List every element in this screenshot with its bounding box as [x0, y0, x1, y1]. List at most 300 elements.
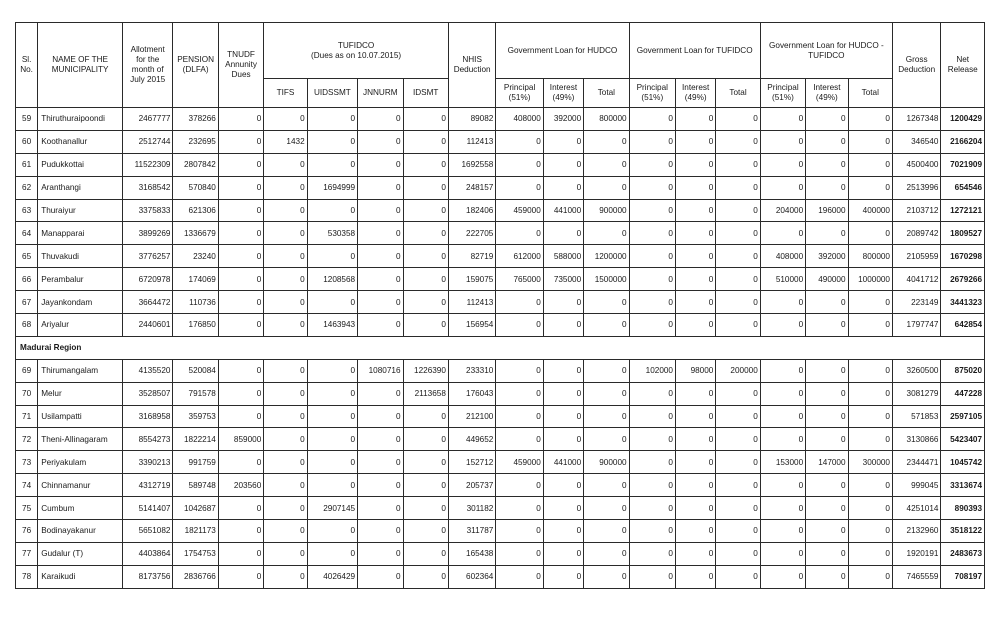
gross-deduction-cell: 571853 — [892, 405, 940, 428]
jnnurm-cell: 0 — [358, 405, 403, 428]
tufidco-principal-cell: 0 — [629, 542, 675, 565]
tufidco-interest-cell: 0 — [675, 405, 715, 428]
allotment-cell: 5651082 — [122, 520, 172, 543]
uidssmt-cell: 0 — [307, 153, 357, 176]
idsmt-cell: 0 — [403, 474, 448, 497]
hudco-principal-cell: 0 — [496, 382, 543, 405]
header-tufidco — [264, 23, 449, 79]
hudco-tufidco-total-cell: 0 — [848, 108, 892, 131]
tnudf-cell: 0 — [218, 245, 263, 268]
hudco-tufidco-total-cell: 400000 — [848, 199, 892, 222]
tnudf-cell: 0 — [218, 520, 263, 543]
tufidco-interest-cell: 98000 — [675, 359, 715, 382]
allotment-cell: 2440601 — [122, 314, 172, 337]
municipality-name-cell: Aranthangi — [38, 176, 123, 199]
gross-deduction-cell: 2513996 — [892, 176, 940, 199]
header-uidssmt: UIDSSMT — [307, 79, 357, 108]
gross-deduction-cell: 3260500 — [892, 359, 940, 382]
hudco-tufidco-principal-cell: 0 — [760, 405, 805, 428]
hudco-tufidco-total-cell: 300000 — [848, 451, 892, 474]
hudco-principal-cell: 408000 — [496, 108, 543, 131]
hudco-tufidco-principal-cell: 0 — [760, 108, 805, 131]
sl-no-cell: 77 — [16, 542, 38, 565]
sl-no-cell: 65 — [16, 245, 38, 268]
header-gl-hudco: Government Loan for HUDCO — [496, 23, 629, 79]
tufidco-total-cell: 0 — [716, 130, 760, 153]
header-pension: PENSION (DLFA) — [173, 23, 218, 108]
tufidco-principal-cell: 0 — [629, 268, 675, 291]
allotment-cell: 3168542 — [122, 176, 172, 199]
hudco-principal-cell: 0 — [496, 565, 543, 588]
hudco-tufidco-principal-cell: 510000 — [760, 268, 805, 291]
nhis-cell: 311787 — [448, 520, 495, 543]
uidssmt-cell: 0 — [307, 382, 357, 405]
table-row — [16, 130, 985, 153]
pension-cell: 2807842 — [173, 153, 218, 176]
allotment-cell: 3375833 — [122, 199, 172, 222]
uidssmt-cell: 0 — [307, 428, 357, 451]
gross-deduction-cell: 4251014 — [892, 497, 940, 520]
hudco-tufidco-interest-cell: 0 — [806, 108, 848, 131]
nhis-cell: 449652 — [448, 428, 495, 451]
allotment-cell: 2512744 — [122, 130, 172, 153]
tnudf-cell: 203560 — [218, 474, 263, 497]
nhis-cell: 82719 — [448, 245, 495, 268]
table-body — [16, 108, 985, 589]
header-tufidco-principal: Principal (51%) — [629, 79, 675, 108]
header-hudco-interest: Interest (49%) — [543, 79, 583, 108]
jnnurm-cell: 0 — [358, 153, 403, 176]
sl-no-cell: 78 — [16, 565, 38, 588]
nhis-cell: 233310 — [448, 359, 495, 382]
municipality-name-cell: Perambalur — [38, 268, 123, 291]
uidssmt-cell: 4026429 — [307, 565, 357, 588]
idsmt-cell: 0 — [403, 199, 448, 222]
hudco-principal-cell: 459000 — [496, 199, 543, 222]
table-row — [16, 520, 985, 543]
uidssmt-cell: 0 — [307, 474, 357, 497]
tufidco-principal-cell: 0 — [629, 428, 675, 451]
table-row — [16, 474, 985, 497]
hudco-tufidco-interest-cell: 392000 — [806, 245, 848, 268]
jnnurm-cell: 0 — [358, 314, 403, 337]
sl-no-cell: 61 — [16, 153, 38, 176]
pension-cell: 174069 — [173, 268, 218, 291]
hudco-principal-cell: 612000 — [496, 245, 543, 268]
tufidco-total-cell: 0 — [716, 199, 760, 222]
net-release-cell: 5423407 — [941, 428, 985, 451]
tufidco-total-cell: 0 — [716, 153, 760, 176]
idsmt-cell: 0 — [403, 222, 448, 245]
municipality-name-cell: Pudukkottai — [38, 153, 123, 176]
nhis-cell: 159075 — [448, 268, 495, 291]
uidssmt-cell: 0 — [307, 108, 357, 131]
hudco-tufidco-principal-cell: 0 — [760, 314, 805, 337]
header-tifs: TIFS — [264, 79, 307, 108]
tnudf-cell: 0 — [218, 565, 263, 588]
sl-no-cell: 72 — [16, 428, 38, 451]
hudco-total-cell: 0 — [584, 405, 629, 428]
hudco-tufidco-interest-cell: 0 — [806, 497, 848, 520]
tufidco-interest-cell: 0 — [675, 565, 715, 588]
hudco-interest-cell: 0 — [543, 359, 583, 382]
hudco-principal-cell: 0 — [496, 497, 543, 520]
municipality-name-cell: Gudalur (T) — [38, 542, 123, 565]
sl-no-cell: 69 — [16, 359, 38, 382]
tufidco-principal-cell: 0 — [629, 474, 675, 497]
hudco-tufidco-interest-cell: 196000 — [806, 199, 848, 222]
hudco-interest-cell: 0 — [543, 405, 583, 428]
header-hudco-total: Total — [584, 79, 629, 108]
hudco-interest-cell: 392000 — [543, 108, 583, 131]
tufidco-interest-cell: 0 — [675, 245, 715, 268]
nhis-cell: 212100 — [448, 405, 495, 428]
hudco-tufidco-principal-cell: 0 — [760, 474, 805, 497]
gross-deduction-cell: 1267348 — [892, 108, 940, 131]
municipality-name-cell: Ariyalur — [38, 314, 123, 337]
uidssmt-cell: 0 — [307, 405, 357, 428]
tufidco-interest-cell: 0 — [675, 382, 715, 405]
gross-deduction-cell: 7465559 — [892, 565, 940, 588]
uidssmt-cell: 0 — [307, 291, 357, 314]
municipality-deduction-table — [15, 22, 985, 589]
tnudf-cell: 0 — [218, 199, 263, 222]
tufidco-total-cell: 0 — [716, 451, 760, 474]
nhis-cell: 301182 — [448, 497, 495, 520]
gross-deduction-cell: 2105959 — [892, 245, 940, 268]
nhis-cell: 176043 — [448, 382, 495, 405]
hudco-interest-cell: 0 — [543, 382, 583, 405]
tufidco-total-cell: 0 — [716, 565, 760, 588]
header-tnudf: TNUDF Annunity Dues — [218, 23, 263, 108]
tnudf-cell: 0 — [218, 291, 263, 314]
jnnurm-cell: 0 — [358, 176, 403, 199]
hudco-interest-cell: 0 — [543, 542, 583, 565]
net-release-cell: 3313674 — [941, 474, 985, 497]
tufidco-interest-cell: 0 — [675, 428, 715, 451]
hudco-tufidco-total-cell: 0 — [848, 176, 892, 199]
hudco-tufidco-principal-cell: 0 — [760, 428, 805, 451]
municipality-name-cell: Jayankondam — [38, 291, 123, 314]
uidssmt-cell: 0 — [307, 520, 357, 543]
hudco-total-cell: 0 — [584, 359, 629, 382]
header-gl-tufidco: Government Loan for TUFIDCO — [629, 23, 760, 79]
hudco-tufidco-total-cell: 0 — [848, 542, 892, 565]
tufidco-interest-cell: 0 — [675, 497, 715, 520]
tufidco-principal-cell: 0 — [629, 565, 675, 588]
tufidco-principal-cell: 0 — [629, 451, 675, 474]
pension-cell: 1822214 — [173, 428, 218, 451]
idsmt-cell: 0 — [403, 405, 448, 428]
pension-cell: 176850 — [173, 314, 218, 337]
table-row — [16, 428, 985, 451]
tufidco-principal-cell: 0 — [629, 291, 675, 314]
tufidco-principal-cell: 0 — [629, 245, 675, 268]
tufidco-interest-cell: 0 — [675, 451, 715, 474]
tufidco-principal-cell: 102000 — [629, 359, 675, 382]
uidssmt-cell: 0 — [307, 245, 357, 268]
pension-cell: 791578 — [173, 382, 218, 405]
sl-no-cell: 60 — [16, 130, 38, 153]
tifs-cell: 0 — [264, 222, 307, 245]
uidssmt-cell: 2907145 — [307, 497, 357, 520]
tufidco-principal-cell: 0 — [629, 130, 675, 153]
allotment-cell: 4403864 — [122, 542, 172, 565]
tufidco-total-cell: 0 — [716, 268, 760, 291]
tifs-cell: 0 — [264, 542, 307, 565]
net-release-cell: 708197 — [941, 565, 985, 588]
hudco-total-cell: 1500000 — [584, 268, 629, 291]
sl-no-cell: 76 — [16, 520, 38, 543]
hudco-principal-cell: 459000 — [496, 451, 543, 474]
tufidco-interest-cell: 0 — [675, 474, 715, 497]
jnnurm-cell: 0 — [358, 451, 403, 474]
idsmt-cell: 0 — [403, 130, 448, 153]
hudco-tufidco-principal-cell: 0 — [760, 497, 805, 520]
jnnurm-cell: 0 — [358, 497, 403, 520]
table-row — [16, 222, 985, 245]
pension-cell: 991759 — [173, 451, 218, 474]
idsmt-cell: 0 — [403, 314, 448, 337]
pension-cell: 378266 — [173, 108, 218, 131]
hudco-interest-cell: 0 — [543, 222, 583, 245]
hudco-principal-cell: 0 — [496, 153, 543, 176]
table-row — [16, 314, 985, 337]
tufidco-total-cell: 0 — [716, 474, 760, 497]
region-row — [16, 336, 985, 359]
tufidco-principal-cell: 0 — [629, 520, 675, 543]
tifs-cell: 0 — [264, 108, 307, 131]
hudco-total-cell: 0 — [584, 176, 629, 199]
jnnurm-cell: 0 — [358, 520, 403, 543]
jnnurm-cell: 0 — [358, 222, 403, 245]
hudco-principal-cell: 0 — [496, 405, 543, 428]
nhis-cell: 248157 — [448, 176, 495, 199]
tufidco-interest-cell: 0 — [675, 108, 715, 131]
allotment-cell: 3528507 — [122, 382, 172, 405]
hudco-tufidco-principal-cell: 0 — [760, 359, 805, 382]
hudco-total-cell: 1200000 — [584, 245, 629, 268]
sl-no-cell: 68 — [16, 314, 38, 337]
uidssmt-cell: 530358 — [307, 222, 357, 245]
table-row — [16, 497, 985, 520]
hudco-principal-cell: 0 — [496, 130, 543, 153]
net-release-cell: 447228 — [941, 382, 985, 405]
net-release-cell: 2483673 — [941, 542, 985, 565]
tnudf-cell: 0 — [218, 451, 263, 474]
hudco-interest-cell: 588000 — [543, 245, 583, 268]
hudco-tufidco-interest-cell: 0 — [806, 153, 848, 176]
tufidco-interest-cell: 0 — [675, 520, 715, 543]
tifs-cell: 0 — [264, 451, 307, 474]
header-gross: Gross Deduction — [892, 23, 940, 108]
hudco-interest-cell: 0 — [543, 130, 583, 153]
hudco-tufidco-principal-cell: 0 — [760, 520, 805, 543]
jnnurm-cell: 0 — [358, 382, 403, 405]
municipality-name-cell: Cumbum — [38, 497, 123, 520]
header-tufidco-title: TUFIDCO — [337, 40, 375, 50]
table-row — [16, 153, 985, 176]
gross-deduction-cell: 3081279 — [892, 382, 940, 405]
hudco-tufidco-total-cell: 0 — [848, 405, 892, 428]
municipality-name-cell: Chinnamanur — [38, 474, 123, 497]
sl-no-cell: 63 — [16, 199, 38, 222]
hudco-total-cell: 0 — [584, 291, 629, 314]
idsmt-cell: 1226390 — [403, 359, 448, 382]
tufidco-interest-cell: 0 — [675, 542, 715, 565]
hudco-interest-cell: 0 — [543, 565, 583, 588]
gross-deduction-cell: 1797747 — [892, 314, 940, 337]
uidssmt-cell: 1208568 — [307, 268, 357, 291]
net-release-cell: 654546 — [941, 176, 985, 199]
jnnurm-cell: 0 — [358, 108, 403, 131]
uidssmt-cell: 1463943 — [307, 314, 357, 337]
pension-cell: 1336679 — [173, 222, 218, 245]
tifs-cell: 0 — [264, 428, 307, 451]
nhis-cell: 182406 — [448, 199, 495, 222]
hudco-principal-cell: 0 — [496, 176, 543, 199]
nhis-cell: 152712 — [448, 451, 495, 474]
table-header — [16, 23, 985, 108]
table-row — [16, 176, 985, 199]
municipality-name-cell: Melur — [38, 382, 123, 405]
tnudf-cell: 0 — [218, 359, 263, 382]
table-row — [16, 108, 985, 131]
table-row — [16, 451, 985, 474]
pension-cell: 520084 — [173, 359, 218, 382]
header-jnnurm: JNNURM — [358, 79, 403, 108]
hudco-total-cell: 0 — [584, 130, 629, 153]
tifs-cell: 0 — [264, 520, 307, 543]
uidssmt-cell: 0 — [307, 199, 357, 222]
header-gl-hudco-tufidco: Government Loan for HUDCO - TUFIDCO — [760, 23, 892, 79]
municipality-name-cell: Thuvakudi — [38, 245, 123, 268]
uidssmt-cell: 1694999 — [307, 176, 357, 199]
hudco-interest-cell: 0 — [543, 314, 583, 337]
hudco-total-cell: 0 — [584, 474, 629, 497]
uidssmt-cell: 0 — [307, 451, 357, 474]
header-tufidco-total: Total — [716, 79, 760, 108]
hudco-tufidco-interest-cell: 490000 — [806, 268, 848, 291]
tufidco-total-cell: 200000 — [716, 359, 760, 382]
nhis-cell: 602364 — [448, 565, 495, 588]
tufidco-interest-cell: 0 — [675, 314, 715, 337]
hudco-tufidco-interest-cell: 147000 — [806, 451, 848, 474]
municipality-name-cell: Thirumangalam — [38, 359, 123, 382]
region-label: Madurai Region — [16, 336, 985, 359]
idsmt-cell: 2113658 — [403, 382, 448, 405]
tufidco-total-cell: 0 — [716, 520, 760, 543]
municipality-name-cell: Periyakulam — [38, 451, 123, 474]
sl-no-cell: 71 — [16, 405, 38, 428]
gross-deduction-cell: 223149 — [892, 291, 940, 314]
net-release-cell: 3441323 — [941, 291, 985, 314]
hudco-tufidco-total-cell: 1000000 — [848, 268, 892, 291]
tnudf-cell: 859000 — [218, 428, 263, 451]
allotment-cell: 11522309 — [122, 153, 172, 176]
allotment-cell: 8554273 — [122, 428, 172, 451]
table-row — [16, 359, 985, 382]
gross-deduction-cell: 2132960 — [892, 520, 940, 543]
hudco-total-cell: 900000 — [584, 199, 629, 222]
hudco-tufidco-total-cell: 0 — [848, 497, 892, 520]
hudco-tufidco-total-cell: 0 — [848, 314, 892, 337]
hudco-total-cell: 0 — [584, 153, 629, 176]
hudco-tufidco-principal-cell: 0 — [760, 176, 805, 199]
allotment-cell: 3664472 — [122, 291, 172, 314]
gross-deduction-cell: 999045 — [892, 474, 940, 497]
idsmt-cell: 0 — [403, 520, 448, 543]
table-row — [16, 382, 985, 405]
tifs-cell: 0 — [264, 314, 307, 337]
tufidco-total-cell: 0 — [716, 382, 760, 405]
pension-cell: 359753 — [173, 405, 218, 428]
tifs-cell: 0 — [264, 245, 307, 268]
tufidco-total-cell: 0 — [716, 245, 760, 268]
hudco-tufidco-interest-cell: 0 — [806, 428, 848, 451]
tifs-cell: 0 — [264, 565, 307, 588]
hudco-principal-cell: 0 — [496, 314, 543, 337]
hudco-interest-cell: 0 — [543, 176, 583, 199]
pension-cell: 1754753 — [173, 542, 218, 565]
tnudf-cell: 0 — [218, 130, 263, 153]
tufidco-interest-cell: 0 — [675, 268, 715, 291]
hudco-tufidco-principal-cell: 153000 — [760, 451, 805, 474]
hudco-tufidco-total-cell: 800000 — [848, 245, 892, 268]
tufidco-principal-cell: 0 — [629, 314, 675, 337]
hudco-total-cell: 0 — [584, 222, 629, 245]
pension-cell: 23240 — [173, 245, 218, 268]
hudco-principal-cell: 0 — [496, 542, 543, 565]
municipality-name-cell: Manapparai — [38, 222, 123, 245]
hudco-principal-cell: 0 — [496, 428, 543, 451]
hudco-tufidco-interest-cell: 0 — [806, 474, 848, 497]
uidssmt-cell: 0 — [307, 542, 357, 565]
hudco-tufidco-total-cell: 0 — [848, 359, 892, 382]
hudco-interest-cell: 0 — [543, 520, 583, 543]
pension-cell: 110736 — [173, 291, 218, 314]
allotment-cell: 3390213 — [122, 451, 172, 474]
tnudf-cell: 0 — [218, 268, 263, 291]
tnudf-cell: 0 — [218, 314, 263, 337]
tufidco-total-cell: 0 — [716, 428, 760, 451]
tnudf-cell: 0 — [218, 176, 263, 199]
header-tufidco-interest: Interest (49%) — [675, 79, 715, 108]
tufidco-interest-cell: 0 — [675, 130, 715, 153]
pension-cell: 621306 — [173, 199, 218, 222]
tifs-cell: 0 — [264, 497, 307, 520]
hudco-principal-cell: 0 — [496, 520, 543, 543]
hudco-tufidco-total-cell: 0 — [848, 222, 892, 245]
net-release-cell: 890393 — [941, 497, 985, 520]
table-row — [16, 405, 985, 428]
municipality-name-cell: Bodinayakanur — [38, 520, 123, 543]
jnnurm-cell: 0 — [358, 268, 403, 291]
gross-deduction-cell: 346540 — [892, 130, 940, 153]
hudco-interest-cell: 0 — [543, 291, 583, 314]
jnnurm-cell: 0 — [358, 199, 403, 222]
municipality-name-cell: Usilampatti — [38, 405, 123, 428]
idsmt-cell: 0 — [403, 428, 448, 451]
tufidco-total-cell: 0 — [716, 542, 760, 565]
tnudf-cell: 0 — [218, 405, 263, 428]
sl-no-cell: 66 — [16, 268, 38, 291]
hudco-tufidco-principal-cell: 0 — [760, 291, 805, 314]
sl-no-cell: 70 — [16, 382, 38, 405]
uidssmt-cell: 0 — [307, 359, 357, 382]
hudco-tufidco-total-cell: 0 — [848, 382, 892, 405]
nhis-cell: 112413 — [448, 291, 495, 314]
